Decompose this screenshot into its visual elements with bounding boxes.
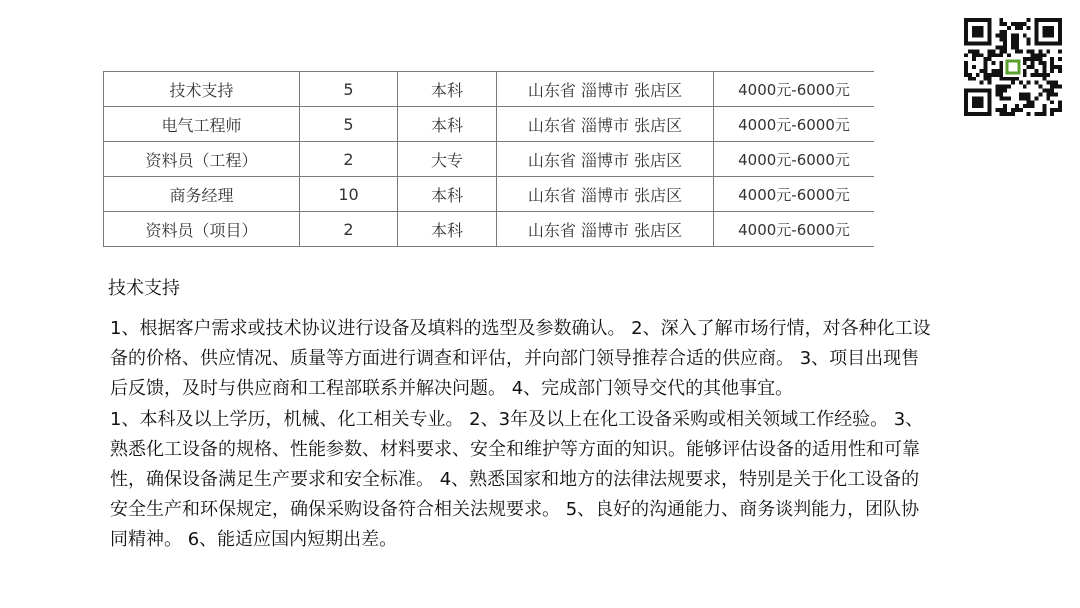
location-cell: 山东省 淄博市 张店区 xyxy=(497,142,714,177)
location-cell: 山东省 淄博市 张店区 xyxy=(497,212,714,247)
headcount-cell: 2 xyxy=(300,212,398,247)
table-row xyxy=(104,212,875,247)
location-cell: 山东省 淄博市 张店区 xyxy=(497,72,714,107)
job-title-cell: 资料员（工程） xyxy=(104,142,300,177)
headcount-cell: 5 xyxy=(300,72,398,107)
headcount-cell: 10 xyxy=(300,177,398,212)
salary-cell: 4000元-6000元 xyxy=(714,142,875,177)
text-line: 1、本科及以上学历，机械、化工相关专业。 2、3年及以上在化工设备采购或相关领域工作经验。 3、 xyxy=(110,409,924,430)
section-title: 技术支持 xyxy=(108,278,180,299)
headcount-cell: 2 xyxy=(300,142,398,177)
job-title-cell: 电气工程师 xyxy=(104,107,300,142)
job-requirements-paragraph xyxy=(110,405,1040,555)
text-line: 同精神。 6、能适应国内短期出差。 xyxy=(110,529,398,550)
salary-cell: 4000元-6000元 xyxy=(714,177,875,212)
salary-cell: 4000元-6000元 xyxy=(714,107,875,142)
education-cell: 大专 xyxy=(398,142,497,177)
job-duties-paragraph xyxy=(110,314,1040,404)
job-title-cell: 技术支持 xyxy=(104,72,300,107)
location-cell: 山东省 淄博市 张店区 xyxy=(497,177,714,212)
table-row xyxy=(104,72,875,107)
salary-cell: 4000元-6000元 xyxy=(714,72,875,107)
job-listing-table xyxy=(103,71,874,247)
text-line: 性，确保设备满足生产要求和安全标准。 4、熟悉国家和地方的法律法规要求，特别是关于化工设备的 xyxy=(110,469,920,490)
text-line: 熟悉化工设备的规格、性能参数、材料要求、安全和维护等方面的知识。能够评估设备的适用性和可靠 xyxy=(110,439,920,460)
table-row xyxy=(104,142,875,177)
job-title-cell: 商务经理 xyxy=(104,177,300,212)
education-cell: 本科 xyxy=(398,107,497,142)
text-line: 后反馈，及时与供应商和工程部联系并解决问题。 4、完成部门领导交代的其他事宜。 xyxy=(110,378,794,399)
text-line: 备的价格、供应情况、质量等方面进行调查和评估，并向部门领导推荐合适的供应商。 3、项目出现售 xyxy=(110,348,920,369)
job-title-cell: 资料员（项目） xyxy=(104,212,300,247)
education-cell: 本科 xyxy=(398,177,497,212)
salary-cell: 4000元-6000元 xyxy=(714,212,875,247)
table-row xyxy=(104,177,875,212)
table-row xyxy=(104,107,875,142)
text-line: 1、根据客户需求或技术协议进行设备及填料的选型及参数确认。 2、深入了解市场行情，对各种化工设 xyxy=(110,318,931,339)
qr-code-icon xyxy=(964,18,1062,116)
education-cell: 本科 xyxy=(398,212,497,247)
text-line: 安全生产和环保规定，确保采购设备符合相关法规要求。 5、良好的沟通能力、商务谈判能力，团队协 xyxy=(110,499,920,520)
location-cell: 山东省 淄博市 张店区 xyxy=(497,107,714,142)
education-cell: 本科 xyxy=(398,72,497,107)
headcount-cell: 5 xyxy=(300,107,398,142)
